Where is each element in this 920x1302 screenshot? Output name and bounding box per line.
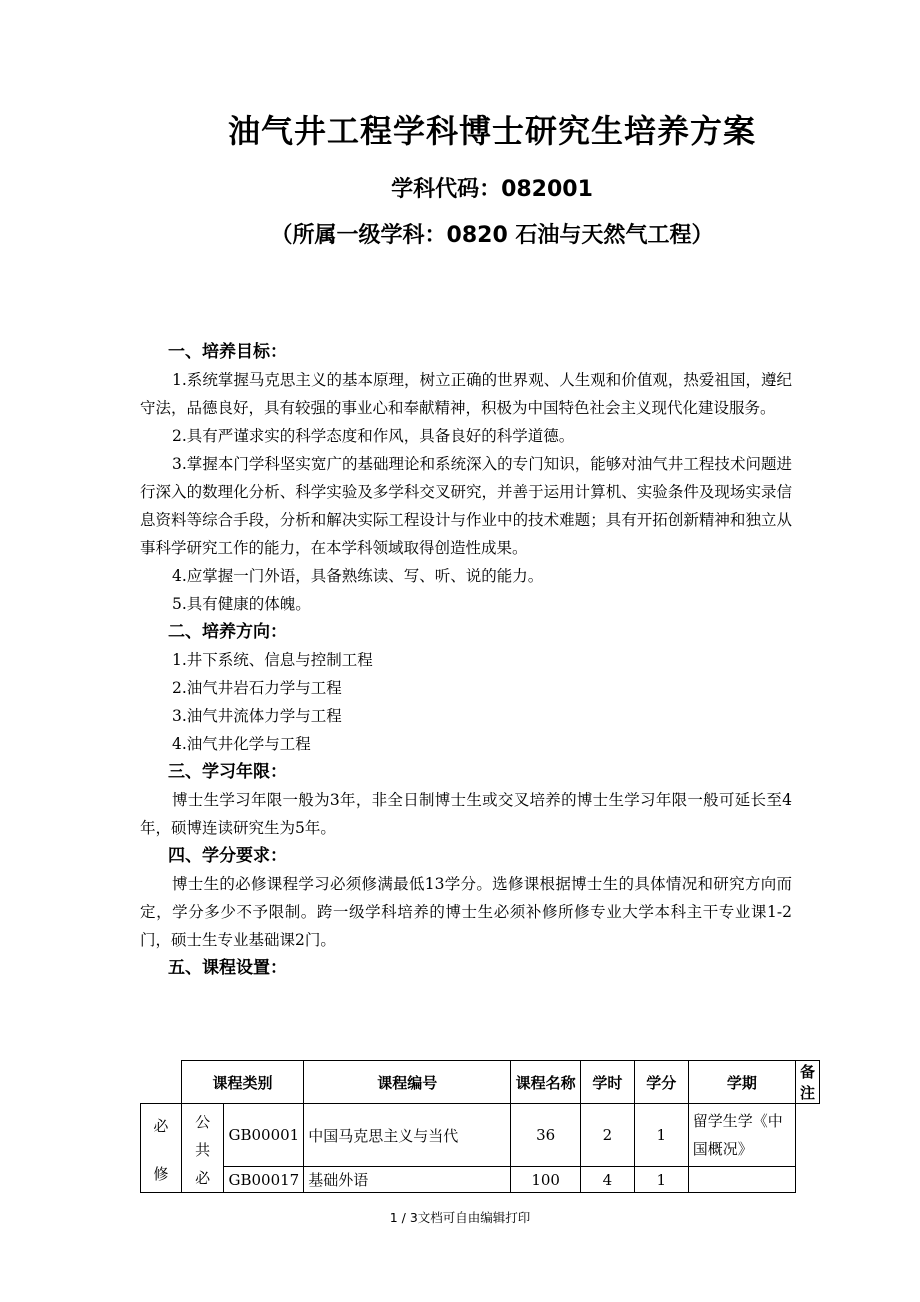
direction-item: 3.油气井流体力学与工程 <box>172 707 342 725</box>
first-level-discipline: （所属一级学科：0820 石油与天然气工程） <box>270 223 714 248</box>
table-row <box>141 1167 820 1193</box>
category-required <box>141 1104 182 1193</box>
section-heading-duration: 三、学习年限： <box>168 762 287 782</box>
direction-item: 1.井下系统、信息与控制工程 <box>172 651 373 669</box>
goal-paragraph-4: 4.应掌握一门外语，具备熟练读、写、听、说的能力。 <box>172 567 544 585</box>
course-hours: 100 <box>511 1167 581 1193</box>
direction-item: 2.油气井岩石力学与工程 <box>172 679 342 697</box>
section-heading-directions: 二、培养方向： <box>168 622 287 642</box>
course-note: 留学生学《中国概况》 <box>688 1104 795 1167</box>
section-heading-courses: 五、课程设置： <box>168 958 287 978</box>
category-public-char: 共 <box>195 1141 211 1159</box>
category-public-char: 公 <box>195 1113 211 1131</box>
header-notes: 备注 <box>795 1061 819 1104</box>
header-name: 课程名称 <box>511 1061 581 1104</box>
category-required-top: 必 <box>153 1117 169 1135</box>
category-public-required <box>181 1104 224 1193</box>
goal-paragraph-5: 5.具有健康的体魄。 <box>172 595 311 613</box>
course-name: 基础外语 <box>304 1167 511 1193</box>
course-name: 中国马克思主义与当代 <box>304 1104 511 1167</box>
table-row <box>141 1104 820 1167</box>
course-hours: 36 <box>511 1104 581 1167</box>
course-note <box>688 1167 795 1193</box>
subject-code: 学科代码：082001 <box>391 177 593 202</box>
header-spacer <box>141 1061 182 1104</box>
course-code: GB00001 <box>224 1104 304 1167</box>
course-credits: 2 <box>581 1104 635 1167</box>
credits-paragraph: 博士生的必修课程学习必须修满最低13学分。选修课根据博士生的具体情况和研究方向而定，学分多少不予限制。跨一级学科培养的博士生必须补修所修专业大学本科主干专业课1-2门，硕士生专业基础课2门。 <box>140 875 792 949</box>
page-footer: 1 / 3文档可自由编辑打印 <box>389 1210 531 1225</box>
document-body <box>140 338 792 982</box>
category-public-char: 必 <box>195 1169 211 1187</box>
course-table <box>140 1060 820 1193</box>
table-header-row <box>141 1061 820 1104</box>
section-heading-credits: 四、学分要求： <box>168 846 287 866</box>
header-term: 学期 <box>688 1061 795 1104</box>
direction-item: 4.油气井化学与工程 <box>172 735 311 753</box>
course-code: GB00017 <box>224 1167 304 1193</box>
document-title: 油气井工程学科博士研究生培养方案 <box>227 112 756 150</box>
course-term: 1 <box>634 1167 688 1193</box>
category-required-bottom: 修 <box>153 1165 169 1183</box>
header-hours: 学时 <box>581 1061 635 1104</box>
duration-paragraph: 博士生学习年限一般为3年，非全日制博士生或交叉培养的博士生学习年限一般可延长至4年，硕博连读研究生为5年。 <box>140 791 792 837</box>
goal-paragraph-3: 3.掌握本门学科坚实宽广的基础理论和系统深入的专门知识，能够对油气井工程技术问题进行深入的数理化分析、科学实验及多学科交叉研究，并善于运用计算机、实验条件及现场实录信息资料等综合手段，分析和解决实际工程设计与作业中的技术难题；具有开拓创新精神和独立从事科学研究工作的能力，在本学科领域取得创造性成果。 <box>140 455 792 557</box>
header-category: 课程类别 <box>181 1061 303 1104</box>
course-credits: 4 <box>581 1167 635 1193</box>
goal-paragraph-1: 1.系统掌握马克思主义的基本原理，树立正确的世界观、人生观和价值观，热爱祖国，遵纪守法，品德良好，具有较强的事业心和奉献精神，积极为中国特色社会主义现代化建设服务。 <box>140 371 792 417</box>
section-heading-goals: 一、培养目标： <box>168 342 287 362</box>
goal-paragraph-2: 2.具有严谨求实的科学态度和作风，具备良好的科学道德。 <box>172 427 575 445</box>
course-term: 1 <box>634 1104 688 1167</box>
header-code: 课程编号 <box>304 1061 511 1104</box>
header-credits: 学分 <box>634 1061 688 1104</box>
